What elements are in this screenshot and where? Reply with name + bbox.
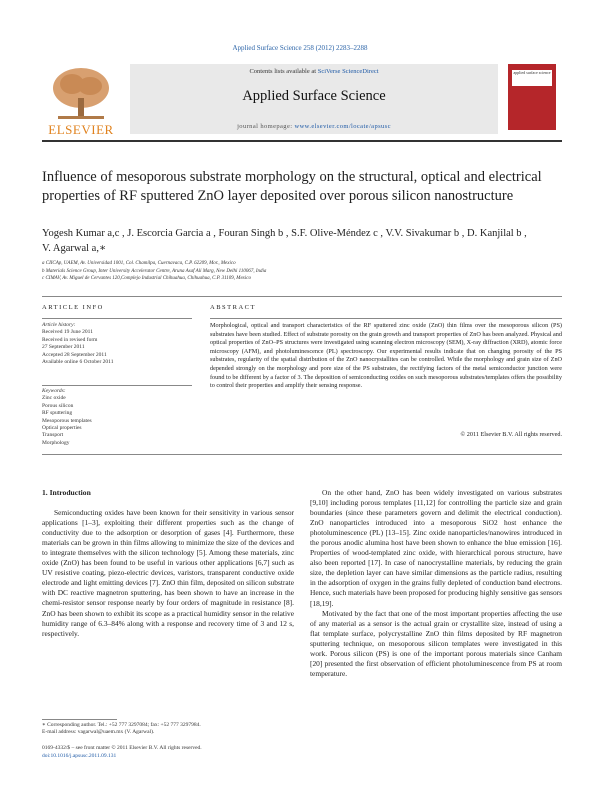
publisher-name: ELSEVIER: [48, 122, 114, 137]
footnote-rule: [42, 719, 117, 720]
keywords-rule: [42, 385, 192, 386]
keyword-item: Morphology: [42, 439, 70, 446]
header-divider: [42, 140, 562, 142]
elsevier-tree-logo: [42, 64, 120, 130]
affiliation-divider: [42, 296, 562, 297]
article-history: [42, 322, 192, 366]
issn-line: 0169-4332/$ – see front matter © 2011 Elsevier B.V. All rights reserved.: [42, 745, 202, 752]
body-paragraph: Motivated by the fact that one of the most important properties affecting the use of any material as a sensor is the actual grain or crystallite size, instead of using a flat template surface, polycrystalline ZnO thin films deposited by RF magnetron sputtering technique, on mesoporous silicon templates were investigated in this work. Porous silicon (PS) is one of the important porous materials since Canham [20] presented the first observation of efficient photoluminescence from PS at room temperature.: [310, 608, 562, 678]
section-heading-introduction: 1. Introduction: [42, 488, 91, 497]
history-item: Available online 6 October 2011: [42, 359, 114, 366]
history-item: Accepted 28 September 2011: [42, 351, 107, 358]
journal-reference[interactable]: Applied Surface Science 258 (2012) 2283–2288: [232, 44, 368, 52]
keyword-item: Mesoporous templates: [42, 417, 92, 424]
contents-line: [130, 68, 498, 75]
author-list: [42, 226, 562, 256]
journal-cover-image: [508, 64, 556, 130]
keywords-block: [42, 388, 192, 447]
body-paragraph: Semiconducting oxides have been known for their sensitivity in various sensor applications [1–3], exploiting their different properties such as the change of conductivity due to the adsorption or desorption of gases [4]. Furthermore, these materials can be grown in thin films allowing to minimize the size of the devices and to integrate themselves with the silicon technology [5]. Among these materials, zinc oxide (ZnO) has been found to be useful in various other applications [6,7] such as UV resistive coating, piezo-electric devices, varistors, transparent conductive oxide electrode and light emitting devices [7]. ZnO thin film, deposited on silicon substrate with DC reactive magnetron sputtering, has been shown to have an increase in the chemi-resistor sensor response nearly by four orders of magnitude in resistance [8]. ZnO has been shown to exhibit its scope as a practical humidity sensor in the relative humidity range of 6.3–84% along with a response and recovery time of 3 and 12 s, respectively.: [42, 508, 294, 638]
body-paragraph: On the other hand, ZnO has been widely investigated on various substrates [9,10] including porous templates [11,12] for controlling the particle size and grain boundaries (since these parameters govern and delimit the electrical conduction). ZnO nanoparticles introduced into a mesoporous SiO2 host enhance the photoluminescence (PL) [13–15]. Zinc oxide nanoparticles/nanowires introduced in the porous anodic alumina host have been shown to enhance the blue emission [16]. Properties of wood-templated zinc oxide, with hierarchical porous structure, have also been reported [17]. In case of nanocrystalline materials, by reducing the grain size, the depletion layer can have similar dimensions as the particle radius, resulting in the adsorption of oxygen in the grains fully depleted of conduction band electrons. Hence, such materials have been proposed for producing highly sensitive gas sensors [18,19].: [310, 488, 562, 608]
cover-title: applied surface science: [512, 70, 552, 86]
article-info-rule: [42, 318, 192, 319]
contents-prefix: Contents lists available at: [249, 68, 318, 75]
affiliation-item: b Materials Science Group, Inter University Accelerator Centre, Aruna Asaf Ali Marg, New Delhi 110067, India: [42, 268, 267, 274]
sciencedirect-link[interactable]: SciVerse ScienceDirect: [317, 68, 379, 75]
history-item: 27 September 2011: [42, 344, 85, 351]
keywords-label: Keywords:: [42, 388, 66, 394]
homepage-link[interactable]: www.elsevier.com/locate/apsusc: [294, 123, 391, 130]
corresponding-author-note: ∗ Corresponding author. Tel.: +52 777 3297084; fax: +52 777 3297984.: [42, 722, 201, 728]
affiliation-item: c CIMAV, Av. Miguel de Cervantes 120,Complejo Industrial Chihuahua, Chihuahua, C.P. 31109, Mexico: [42, 276, 251, 281]
abstract-heading: ABSTRACT: [210, 304, 256, 311]
keyword-item: Transport: [42, 432, 64, 439]
footnotes: [42, 722, 294, 760]
elsevier-tree-icon: [42, 64, 120, 122]
history-item: Received 19 June 2011: [42, 329, 93, 336]
affiliations: [42, 260, 562, 283]
history-label: Article history:: [42, 322, 76, 328]
email-note[interactable]: E-mail address: vagarwal@uaem.mx (V. Agarwal).: [42, 729, 155, 736]
article-info-heading: ARTICLE INFO: [42, 304, 104, 311]
abstract-text: Morphological, optical and transport characteristics of the RF sputtered zinc oxide (ZnO) thin films over the mesoporous silicon (PS) substrates have been studied. Effect of substrate porosity on the grain growth and transport properties of ZnO has been analyzed. Physical and optical properties of ZnO–PS structures were investigated using scanning electron microscopy (SEM), X-ray diffraction (XRD), atomic force microscopy (AFM), and photoluminescence (PL) spectroscopy. Our experimental results indicate that on changing porosity of the PS substrates, regularity of the spatial distribution of the ZnO nanocrystallites can be controlled. While the morphology and grain size of ZnO depended strongly on the morphology and pore size of the PS substrates, the rectifying factors of the metal semiconductor junction were found to be different by a factor of 3. The deposition of semiconducting oxides on such mesoporous substrates/templates offers the possibility to control their properties and amplify their sensing response.: [210, 322, 562, 390]
keyword-item: Zinc oxide: [42, 395, 66, 402]
abstract-bottom-rule: [42, 454, 562, 455]
body-column-right: [310, 488, 562, 679]
keyword-item: Porous silicon: [42, 402, 74, 409]
history-item: Received in revised form: [42, 336, 98, 343]
authors-line-1: Yogesh Kumar a,c , J. Escorcia Garcia a , Fouran Singh b , S.F. Olive-Méndez c , V.V. Sivakumar b , D. Kanjilal b ,: [42, 228, 527, 239]
journal-title: Applied Surface Science: [242, 88, 386, 104]
abstract-copyright: © 2011 Elsevier B.V. All rights reserved.: [460, 431, 562, 438]
article-title: Influence of mesoporous substrate morphology on the structural, optical and electrical properties of RF sputtered ZnO layer deposited over porous silicon nanostructure: [42, 169, 542, 204]
homepage-line: [130, 123, 498, 130]
affiliation-item: a CIICAp, UAEM, Av. Universidad 1001, Col. Chamilpa, Cuernavaca, C.P. 62209, Mor., Mexico: [42, 261, 236, 266]
abstract-rule: [210, 318, 562, 319]
authors-line-2: V. Agarwal a,∗: [42, 243, 107, 254]
keyword-item: Optical properties: [42, 425, 82, 432]
keyword-item: RF sputtering: [42, 410, 73, 417]
doi-link[interactable]: doi:10.1016/j.apsusc.2011.09.131: [42, 752, 117, 759]
body-column-left: [42, 488, 294, 639]
homepage-prefix: journal homepage:: [237, 123, 295, 130]
